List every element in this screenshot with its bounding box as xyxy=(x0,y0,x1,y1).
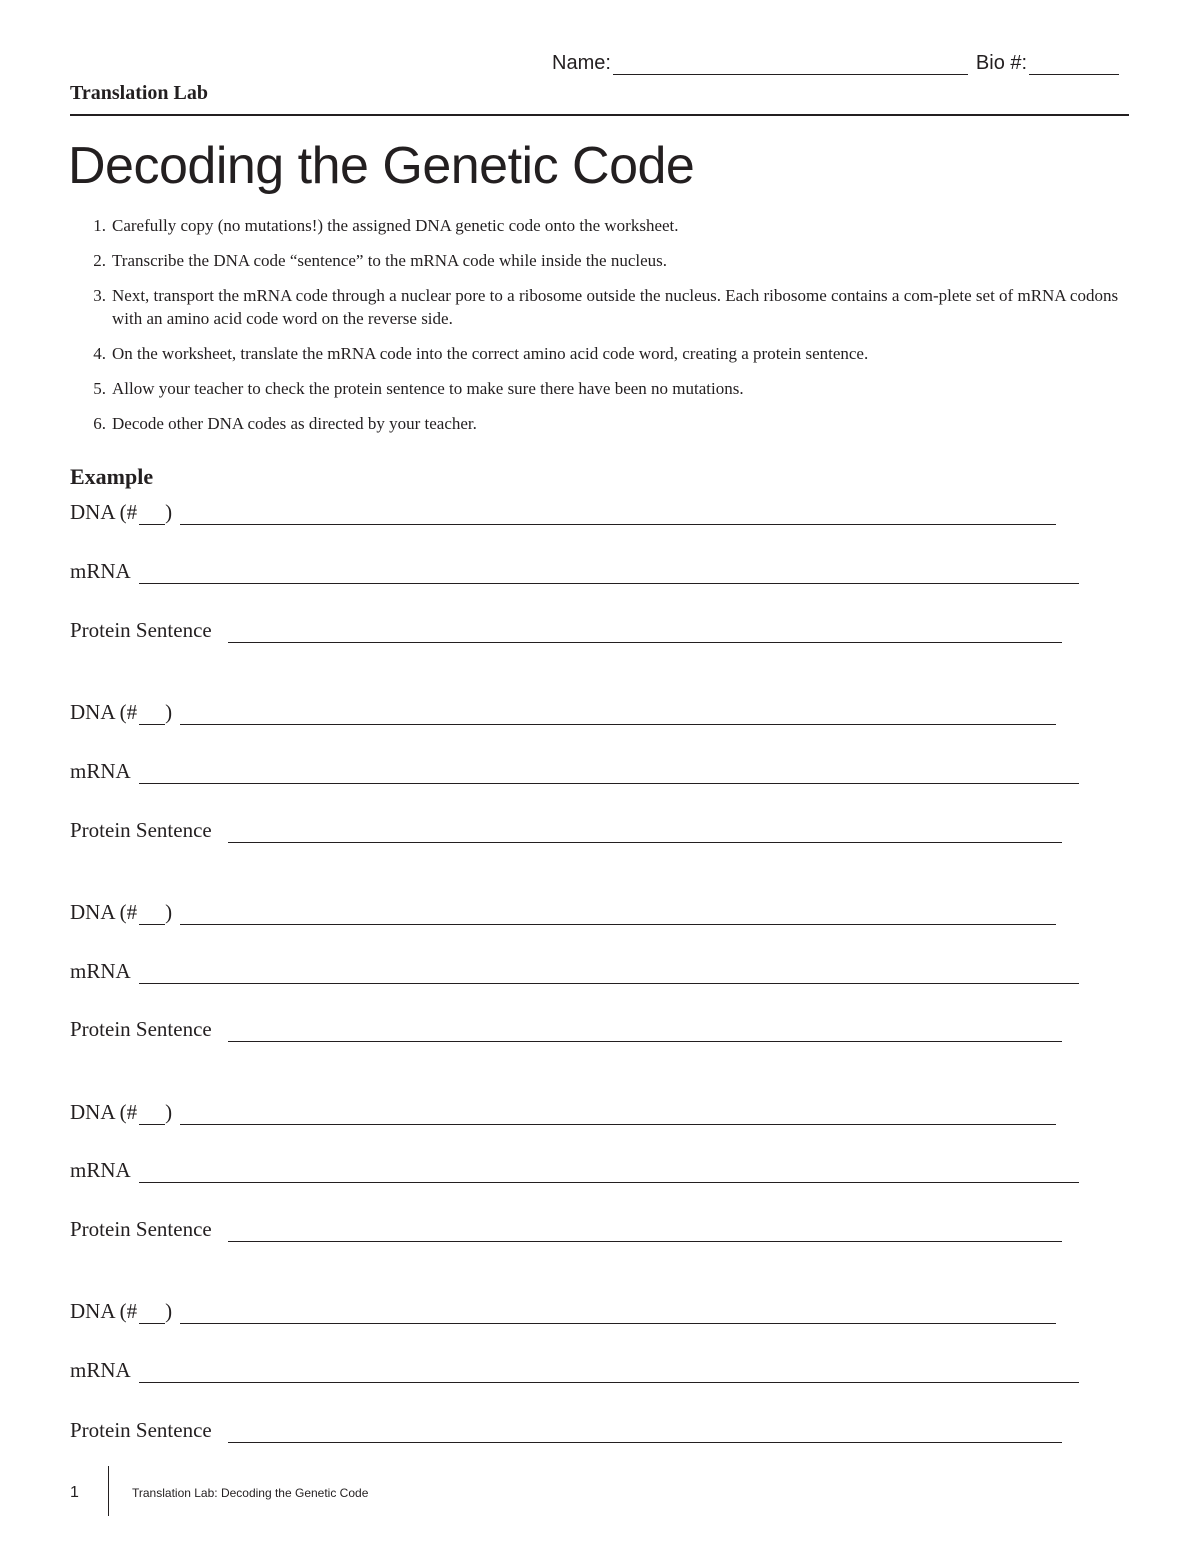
mrna-answer-field[interactable] xyxy=(139,563,1079,584)
mrna-answer-field[interactable] xyxy=(139,1162,1079,1183)
protein-line xyxy=(70,1017,1062,1042)
instruction-number: 6. xyxy=(93,414,106,433)
instruction-text: Allow your teacher to check the protein sentence to make sure there have been no mutations. xyxy=(112,379,744,398)
page-title: Decoding the Genetic Code xyxy=(68,137,695,195)
protein-line xyxy=(70,618,1062,643)
instruction-item xyxy=(70,342,1130,365)
mrna-label: mRNA xyxy=(70,1158,131,1182)
page-number: 1 xyxy=(70,1484,79,1501)
protein-answer-field[interactable] xyxy=(228,1021,1062,1042)
dna-number-field[interactable] xyxy=(139,704,165,725)
dna-label: DNA (# xyxy=(70,1100,138,1124)
dna-number-field[interactable] xyxy=(139,904,165,925)
dna-line xyxy=(70,1299,1056,1324)
mrna-label: mRNA xyxy=(70,759,131,783)
dna-label-close: ) xyxy=(165,1299,173,1323)
instruction-text: Carefully copy (no mutations!) the assigned DNA genetic code onto the worksheet. xyxy=(112,216,679,235)
mrna-line xyxy=(70,1158,1079,1183)
dna-line xyxy=(70,1100,1056,1125)
dna-number-field[interactable] xyxy=(139,1303,165,1324)
dna-label-close: ) xyxy=(165,500,173,524)
mrna-answer-field[interactable] xyxy=(139,763,1079,784)
instructions-list xyxy=(70,214,1130,447)
bio-label: Bio #: xyxy=(975,52,1028,74)
protein-label: Protein Sentence xyxy=(70,1418,212,1442)
mrna-line xyxy=(70,559,1079,584)
dna-number-field[interactable] xyxy=(139,504,165,525)
instruction-text: On the worksheet, translate the mRNA code into the correct amino acid code word, creating a protein sentence. xyxy=(112,344,869,363)
protein-answer-field[interactable] xyxy=(228,1422,1062,1443)
name-label: Name: xyxy=(552,52,611,74)
instruction-text: Decode other DNA codes as directed by your teacher. xyxy=(112,414,477,433)
mrna-line xyxy=(70,959,1079,984)
dna-answer-field[interactable] xyxy=(180,704,1056,725)
lab-title: Translation Lab xyxy=(70,82,208,104)
dna-line xyxy=(70,700,1056,725)
protein-answer-field[interactable] xyxy=(228,1221,1062,1242)
dna-label: DNA (# xyxy=(70,900,138,924)
dna-label-close: ) xyxy=(165,900,173,924)
dna-label-close: ) xyxy=(165,1100,173,1124)
dna-number-field[interactable] xyxy=(139,1104,165,1125)
instruction-item xyxy=(70,284,1130,330)
dna-answer-field[interactable] xyxy=(180,1303,1056,1324)
mrna-label: mRNA xyxy=(70,959,131,983)
dna-answer-field[interactable] xyxy=(180,1104,1056,1125)
mrna-answer-field[interactable] xyxy=(139,963,1079,984)
instruction-item xyxy=(70,249,1130,272)
instruction-number: 4. xyxy=(93,344,106,363)
instruction-text: Next, transport the mRNA code through a nuclear pore to a ribosome outside the nucleus. Each ribosome contains a com-plete set of mRNA codons with an amino acid code word on the reverse side. xyxy=(112,286,1119,328)
footer-title: Translation Lab: Decoding the Genetic Code xyxy=(132,1486,369,1500)
dna-label: DNA (# xyxy=(70,700,138,724)
protein-line xyxy=(70,1418,1062,1443)
mrna-label: mRNA xyxy=(70,559,131,583)
mrna-answer-field[interactable] xyxy=(139,1362,1079,1383)
dna-label: DNA (# xyxy=(70,1299,138,1323)
protein-label: Protein Sentence xyxy=(70,618,212,642)
dna-answer-field[interactable] xyxy=(180,904,1056,925)
instruction-number: 5. xyxy=(93,379,106,398)
bio-field[interactable] xyxy=(1029,54,1119,75)
dna-line xyxy=(70,900,1056,925)
protein-label: Protein Sentence xyxy=(70,818,212,842)
instruction-item xyxy=(70,214,1130,237)
protein-line xyxy=(70,818,1062,843)
header-divider xyxy=(70,114,1129,116)
footer-divider xyxy=(108,1466,109,1516)
name-bio-line xyxy=(552,52,1119,75)
instruction-number: 3. xyxy=(93,286,106,305)
protein-answer-field[interactable] xyxy=(228,622,1062,643)
mrna-line xyxy=(70,759,1079,784)
protein-answer-field[interactable] xyxy=(228,822,1062,843)
mrna-line xyxy=(70,1358,1079,1383)
name-field[interactable] xyxy=(613,54,968,75)
instruction-item xyxy=(70,377,1130,400)
protein-line xyxy=(70,1217,1062,1242)
dna-line xyxy=(70,500,1056,525)
protein-label: Protein Sentence xyxy=(70,1217,212,1241)
protein-label: Protein Sentence xyxy=(70,1017,212,1041)
instruction-number: 2. xyxy=(93,251,106,270)
dna-label-close: ) xyxy=(165,700,173,724)
mrna-label: mRNA xyxy=(70,1358,131,1382)
instruction-item xyxy=(70,412,1130,435)
dna-answer-field[interactable] xyxy=(180,504,1056,525)
instruction-text: Transcribe the DNA code “sentence” to the mRNA code while inside the nucleus. xyxy=(112,251,668,270)
instruction-number: 1. xyxy=(93,216,106,235)
example-heading: Example xyxy=(70,464,154,489)
dna-label: DNA (# xyxy=(70,500,138,524)
